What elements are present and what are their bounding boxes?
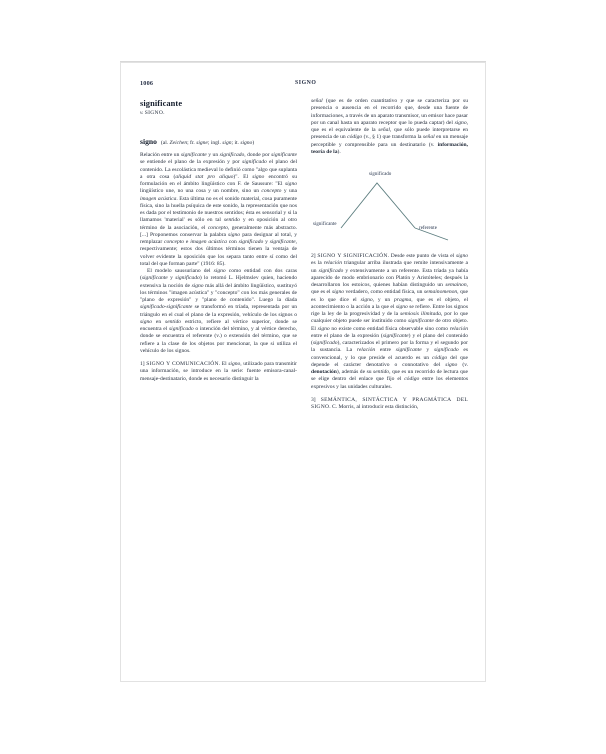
paragraph-section-3: 3] SEMÁNTICA, SINTÁCTICA Y PRAGMÁTICA DEL SIGNO. C. Morris, al introducir esta distinción, bbox=[311, 396, 468, 410]
right-column bbox=[311, 98, 468, 411]
etym-close: ) bbox=[252, 140, 255, 146]
paragraph: Relación entre un significante y un significado, donde por significante se entiende el plano de la expresión y por significado el plano del contenido. La escolástica medieval lo definió como "algo que suplanta a otra cosa (aliquid stat pro aliquo)". El signo encontró su formulación en el ámbito lingüístico con F. de Saussure: "El signo lingüístico une, no una cosa y un nombre, sino un concepto y una imagen acústica. Esta última no es el sonido material, cosa puramente física, sino la huella psíquica de este sonido, la representación que nos es dada por el testimonio de nuestros sentidos; ésta es sensorial y si la llamamos 'material' es sólo en tal sentido y en oposición al otro término de la asociación, el concepto, generalmente más abstracto. [...] Proponemos conservar la palabra signo para designar al total, y remplazar concepto e imagen acústica con significado y significante, respectivamente; estos dos últimos términos tienen la ventaja de volver evidente la oposición que los separa tanto entre sí como del total del que forman parte" (1916: 85). bbox=[140, 152, 298, 267]
paragraph: El modelo saussuriano del signo como entidad con dos caras (significante y significado) lo retomó L. Hjelmslev quien, haciendo extensiva la noción de signo más allá del ámbito lingüístico, sustituyó los términos "imagen acústica" y "concepto" con los más generales de "plano de expresión" y "plano de contenido". Luego la díada significado-significante se transformó en tríada, representada por un triángulo en el cual el plano de la expresión, vehículo de los signos o signo en sentido estricto, refiere al vértice superior, donde se encuentra el significado o intención del término, y al vértice derecho, donde se encuentra el referente (v.) o extensión del término, que se refiere a la clase de los objetos por mencionar, la que si utiliza el vehículo de los signos. bbox=[140, 268, 298, 354]
entry-headword-signo: signo bbox=[140, 137, 157, 146]
entry-crossref-significante bbox=[140, 109, 297, 117]
figure-label-significante: significante bbox=[313, 222, 337, 227]
crossref-prefix: v. bbox=[140, 110, 144, 116]
etym-sep-3: ; bbox=[231, 140, 234, 146]
entry-headword-signo-block bbox=[140, 131, 297, 149]
etym-german: Zeichen bbox=[169, 140, 188, 146]
semiotic-triangle-figure bbox=[311, 160, 468, 246]
etym-open: (al. bbox=[160, 140, 169, 146]
etym-french: signe bbox=[196, 140, 208, 146]
etym-english: sign bbox=[222, 140, 232, 146]
etym-sep-2: ; ingl. bbox=[207, 140, 221, 146]
folio-number: 1006 bbox=[140, 80, 154, 87]
etym-italian: signo bbox=[240, 140, 253, 146]
figure-label-significado: significado bbox=[369, 172, 392, 177]
etym-sep-1: ; fr. bbox=[187, 140, 195, 146]
figure-label-referente: referente bbox=[419, 226, 437, 231]
running-head bbox=[140, 80, 468, 94]
entry-headword-significante: significante bbox=[140, 99, 183, 108]
page-content bbox=[140, 80, 468, 640]
paragraph: señal (que es de orden cuantitativo y que se caracteriza por su presencia o ausencia en el recorrido que, desde una fuente de informaciones, a través de un aparato transmisor, un emisor hace pasar por un canal hasta un aparato receptor que lo pueda captar) del signo, que es el equivalente de la señal, que sólo puede interpretarse en presencia de un código (v., § 1) que transforma la señal en un mensaje perceptible y comprensible para un destinatario (v. información, teoría de la). bbox=[311, 98, 468, 155]
paragraph-section-2: 2] SIGNO Y SIGNIFICACIÓN. Desde este punto de vista el signo es la relación triangular arriba ilustrada que remite intensivamente a un significado y extensivamente a un referente. Esta tríada ya había aparecido de modo embrionario con Platón y Aristóteles; después la desarrollaron los estoicos, quienes habían distinguido un semainon, que es el signo verdadero, como entidad física, un semainomenon, que es lo que dice el signo, y un pragma, que es el objeto, el acontecimiento o la acción a la que el signo se refiere. Entre los signos rige la ley de la progresividad y de la semiosis ilimitada, por lo que cualquier objeto puede ser instituido como significante de otro objeto. El signo no existe como entidad física observable sino como relación entre el plano de la expresión (significante) y el plano del contenido (significado), caracterizados el primero por la forma y el segundo por la sustancia. La relación entre significante y significado es convencional, y lo que preside el acuerdo es un código del que depende el carácter denotativo o connotativo del signo (v. denotación), además de su sentido, que es un recorrido de lectura que se elige dentro del enlace que fijo el código entre los elementos expresivos y las unidades culturales. bbox=[311, 253, 469, 390]
triangle-apex-lines bbox=[341, 183, 415, 228]
crossref-target: SIGNO. bbox=[144, 110, 165, 116]
paragraph-section-1: 1] SIGNO Y COMUNICACIÓN. El signo, utilizado para transmitir una información, se introduce en la serie: fuente emisora-canal-mensaje-destinatario, donde es necesario distinguir la bbox=[140, 361, 298, 382]
two-column-body bbox=[140, 98, 468, 411]
left-column bbox=[140, 98, 297, 411]
etym-italian-label: it. bbox=[234, 140, 239, 146]
running-title: SIGNO bbox=[294, 80, 317, 86]
